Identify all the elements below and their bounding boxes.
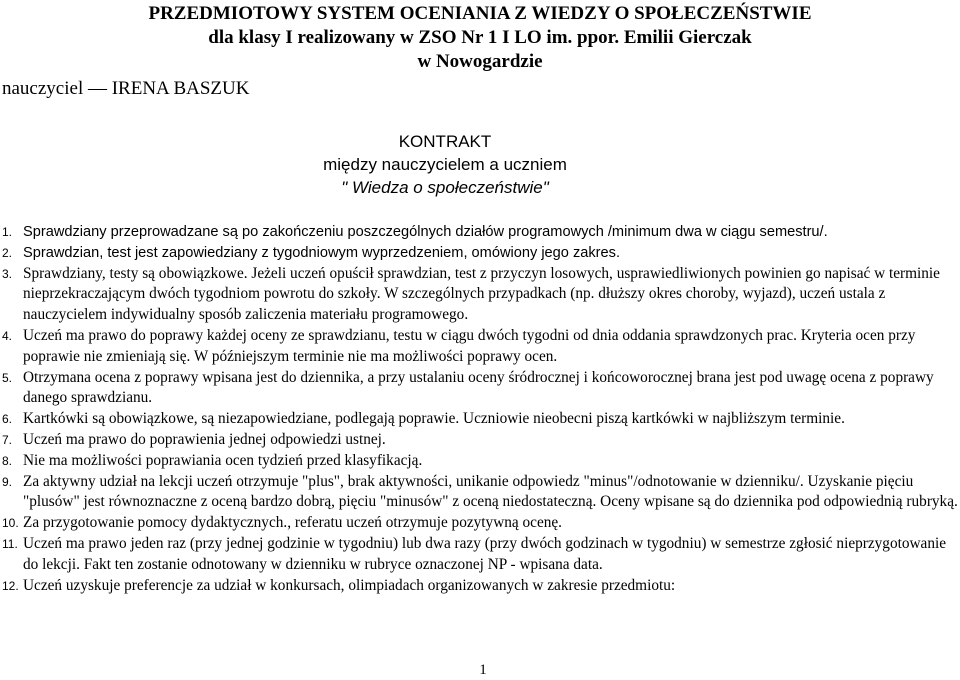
rule-text: Otrzymana ocena z poprawy wpisana jest do dziennika, a przy ustalaniu oceny śródrocznej i końcoworocznej brana jest pod uwagę ocena z poprawy danego sprawdzianu.: [23, 368, 934, 407]
rule-text: Uczeń uzyskuje preferencje za udział w konkursach, olimpiadach organizowanych w zakresie przedmiotu:: [23, 576, 676, 594]
rule-number: 7.: [2, 432, 13, 447]
rule-item: [0, 513, 960, 534]
rule-text: Za aktywny udział na lekcji uczeń otrzymuje "plus", brak aktywności, unikanie odpowiedz "minus"/odnotowanie w dzienniku/. Uzyskanie pięciu "plusów" jest równoznaczne z oceną bardzo dobrą, pięciu "minusów" z oceną niedostateczną. Oceny wpisane są do dziennika pod odpowiednią rubryką.: [23, 472, 958, 511]
contract-subject: " Wiedza o społeczeństwie": [341, 178, 549, 197]
rule-number: 11.: [2, 536, 18, 551]
rule-text: Za przygotowanie pomocy dydaktycznych., referatu uczeń otrzymuje pozytywną ocenę.: [23, 514, 562, 532]
rules-list: [0, 222, 960, 596]
contract-subheading: między nauczycielem a uczniem: [323, 155, 567, 174]
rule-text: Nie ma możliwości poprawiania ocen tydzień przed klasyfikacją.: [23, 451, 423, 469]
teacher-name: nauczyciel — IRENA BASZUK: [2, 78, 250, 99]
document-title-line3: w Nowogardzie: [417, 51, 543, 72]
rule-number: 6.: [2, 412, 13, 427]
rule-text: Sprawdziany, testy są obowiązkowe. Jeżeli uczeń opuścił sprawdzian, test z przyczyn losowych, usprawiedliwionych powinien go napisać w terminie nieprzekraczającym dwóch tygodniom powrotu do szkoły. W szczególnych przypadkach (np. dłuższy okres choroby, wyjazd), uczeń ustala z nauczycielem indywidualny sposób zaliczenia materiału programowego.: [23, 264, 940, 324]
rule-item: [0, 451, 960, 472]
rule-item: [0, 264, 960, 326]
rule-item: [0, 472, 960, 514]
rule-text: Kartkówki są obowiązkowe, są niezapowiedziane, podlegają poprawie. Uczniowie nieobecni piszą kartkówki w najbliższym terminie.: [23, 410, 845, 428]
rule-text: Uczeń ma prawo jeden raz (przy jednej godzinie w tygodniu) lub dwa razy (przy dwóch godzinach w tygodniu) w semestrze zgłosić nieprzygotowanie do lekcji. Fakt ten zostanie odnotowany w dzienniku w rubryce oznaczonej NP - wpisana data.: [23, 534, 947, 573]
rule-item: [0, 409, 960, 430]
rule-item: [0, 576, 960, 597]
rule-number: 2.: [2, 245, 13, 260]
rule-text: Uczeń ma prawo do poprawienia jednej odpowiedzi ustnej.: [23, 430, 386, 448]
rule-text: Sprawdziany przeprowadzane są po zakończeniu poszczególnych działów programowych /minimum dwa w ciągu semestru/.: [23, 224, 828, 240]
rule-number: 9.: [2, 474, 13, 489]
page-number: 1: [479, 662, 487, 678]
document-title-line2: dla klasy I realizowany w ZSO Nr 1 I LO im. ppor. Emilii Gierczak: [208, 27, 752, 48]
rule-number: 1.: [2, 225, 13, 239]
contract-heading: KONTRAKT: [398, 132, 492, 151]
rule-text: Uczeń ma prawo do poprawy każdej oceny ze sprawdzianu, testu w ciągu dwóch tygodni od dnia oddania sprawdzonych prac. Kryteria ocen przy poprawie nie zmieniają się. W późniejszym terminie nie ma możliwości poprawy ocen.: [23, 326, 916, 365]
rule-item: [0, 326, 960, 368]
document-title-line1: PRZEDMIOTOWY SYSTEM OCENIANIA Z WIEDZY O SPOŁECZEŃSTWIE: [148, 3, 812, 24]
rule-item: [0, 243, 960, 264]
rule-item: [0, 430, 960, 451]
rule-number: 4.: [2, 328, 13, 343]
rule-number: 8.: [2, 453, 13, 468]
rule-number: 5.: [2, 370, 13, 385]
rule-item: [0, 368, 960, 410]
rule-item: [0, 222, 960, 243]
rule-text: Sprawdzian, test jest zapowiedziany z tygodniowym wyprzedzeniem, omówiony jego zakres.: [23, 244, 620, 261]
rule-number: 12.: [2, 578, 19, 593]
rule-item: [0, 534, 960, 576]
rule-number: 3.: [2, 266, 13, 281]
rule-number: 10.: [2, 516, 19, 531]
